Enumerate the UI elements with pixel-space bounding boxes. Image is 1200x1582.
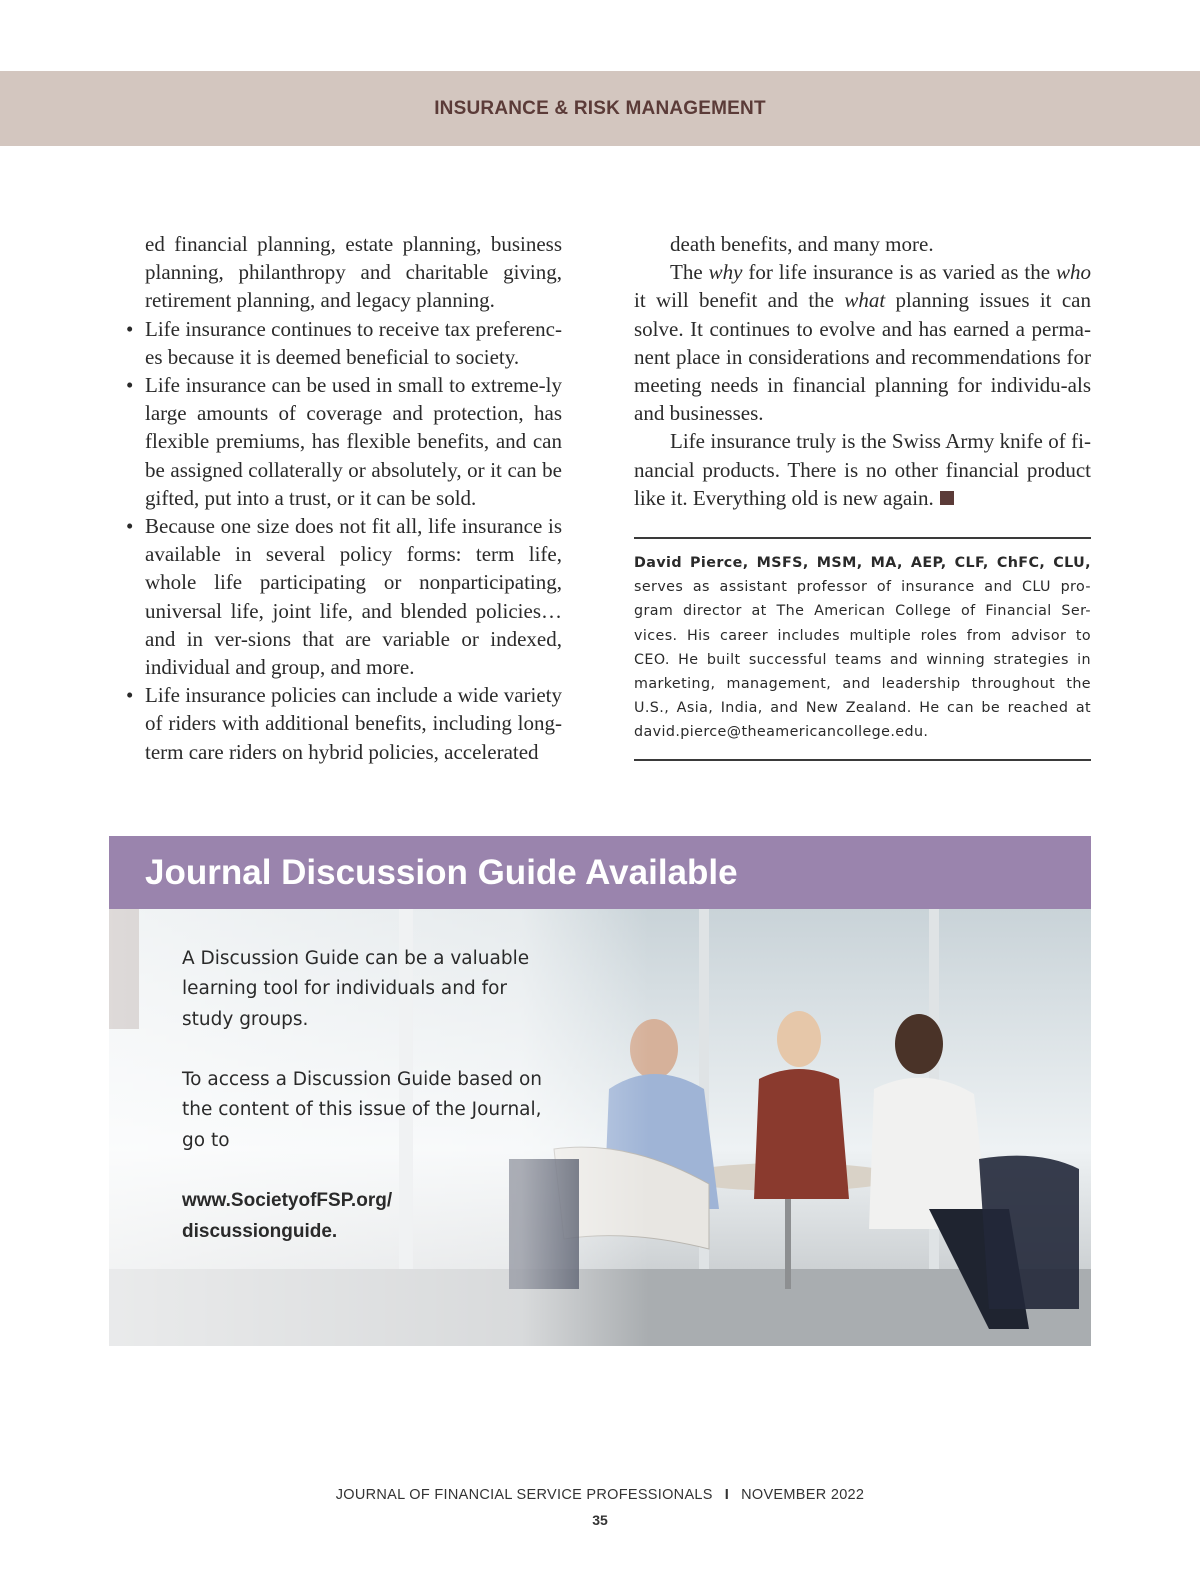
promo-paragraph: To access a Discussion Guide based on the content of this issue of the Journal, go to [182, 1069, 543, 1151]
right-column [634, 230, 1091, 512]
author-bio [634, 537, 1091, 761]
list-item: • Life insurance can be used in small to extreme-ly large amounts of coverage and protection, has flexible premiums, has flexible benefits, and can be assigned collaterally or absolutely, or it can be gifted, put into a trust, or it can be sold. [120, 371, 562, 512]
section-header-band [0, 71, 1200, 146]
list-item: • Life insurance continues to receive tax preferenc-es because it is deemed beneficial to society. [120, 315, 562, 371]
footer-separator: I [724, 1487, 730, 1503]
author-bio-text: serves as assistant professor of insurance and CLU pro-gram director at The American College of Financial Ser-vices. His career includes multiple roles from advisor to CEO. He built successful teams and winning strategies in marketing, management, and leadership throughout the U.S., Asia, India, and New Zealand. He can be reached at david.pierce@theamericancollege.edu. [634, 579, 1091, 741]
continued-paragraph: ed financial planning, estate planning, business planning, philanthropy and charitable giving, retirement planning, and legacy planning. [145, 232, 562, 313]
promo-title: Journal Discussion Guide Available [145, 852, 738, 892]
left-column [120, 230, 562, 766]
body-paragraph: The why for life insurance is as varied as the who it will benefit and the what planning issues it can solve. It continues to evolve and has earned a perma-nent place in considerations and recommendations for meeting needs in financial planning for individu-als and businesses. [634, 260, 1091, 426]
promo-paragraph: A Discussion Guide can be a valuable learning tool for individuals and for study groups. [182, 948, 530, 1030]
discussion-guide-link[interactable]: www.SocietyofFSP.org/ discussionguide. [182, 1190, 393, 1242]
promo-text-block [182, 944, 562, 1247]
page-footer [0, 1487, 1200, 1503]
section-title: INSURANCE & RISK MANAGEMENT [434, 97, 766, 119]
promo-header-band [109, 836, 1091, 909]
journal-name: JOURNAL OF FINANCIAL SERVICE PROFESSIONALS [335, 1487, 713, 1503]
body-paragraph: Life insurance truly is the Swiss Army knife of fi-nancial products. There is no other financial product like it. Everything old is new again. [634, 429, 1091, 510]
list-item: • Life insurance policies can include a wide variety of riders with additional benefits, including long-term care riders on hybrid policies, accelerated [120, 681, 562, 766]
list-item: • Because one size does not fit all, life insurance is available in several policy forms: term life, whole life participating or nonparticipating, universal life, joint life, and blended policies…and in ver-sions that are variable or indexed, individual and group, and more. [120, 512, 562, 681]
end-of-article-icon [940, 491, 954, 505]
issue-date: NOVEMBER 2022 [741, 1487, 865, 1503]
author-name: David Pierce, MSFS, MSM, MA, AEP, CLF, ChFC, CLU, [634, 555, 1091, 571]
page-number: 35 [592, 1512, 608, 1528]
continued-paragraph: death benefits, and many more. [670, 232, 934, 256]
bullet-list [120, 315, 562, 766]
discussion-guide-promo [109, 836, 1091, 1346]
